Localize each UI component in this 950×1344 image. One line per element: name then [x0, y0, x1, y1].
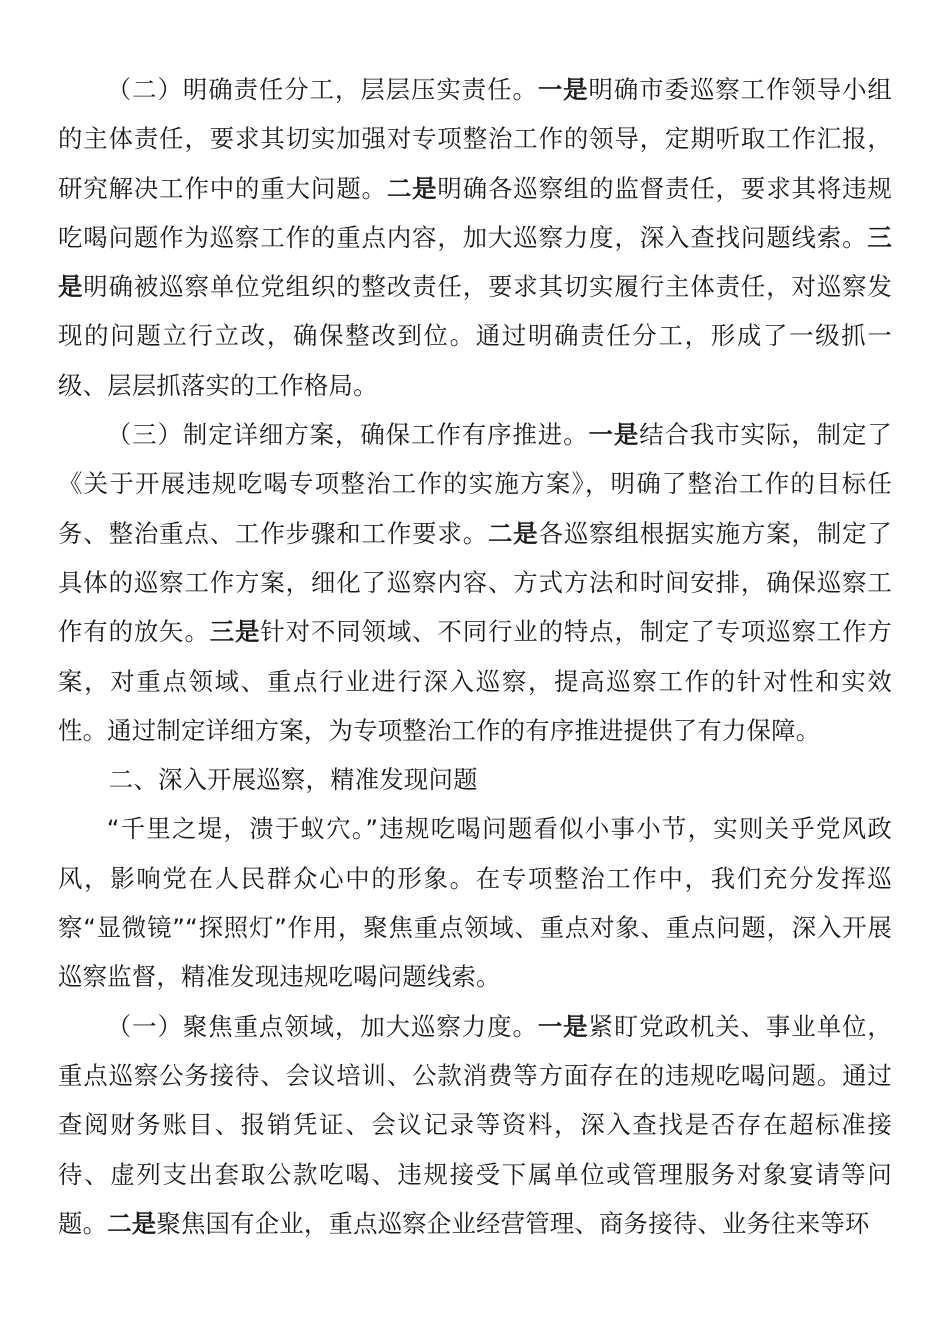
bold-marker: 一是	[537, 75, 589, 104]
text-span: 明确市委巡察工作领导小组的主体责任，要求其切实加强对专项整治工作的领导，定期听取工作汇报，研究解决工作中的重大问题。	[58, 75, 893, 203]
text-span: 紧盯党政机关、事业单位，重点巡察公务接待、会议培训、公款消费等方面存在的违规吃喝问题。通过查阅财务账目、报销凭证、会议记录等资料，深入查找是否存在超标准接待、虚列支出套取公款吃喝、违规接受下属单位或管理服务对象宴请等问题。	[58, 1011, 893, 1238]
paragraph-focus-areas	[58, 1002, 892, 1248]
bold-marker: 三是	[58, 222, 892, 302]
text-span: 各巡察组根据实施方案，制定了具体的巡察工作方案，细化了巡察内容、方式方法和时间安排，确保巡察工作有的放矢。	[58, 518, 892, 647]
text-span: 结合我市实际，制定了《关于开展违规吃喝专项整治工作的实施方案》，明确了整治工作的目标任务、整治重点、工作步骤和工作要求。	[58, 420, 892, 548]
paragraph-responsibility	[58, 65, 892, 410]
bold-marker: 二是	[386, 173, 438, 203]
bold-marker: 三是	[209, 617, 261, 647]
paragraph-plan	[58, 410, 892, 755]
bold-marker: 一是	[537, 1011, 589, 1041]
text-span: 针对不同领域、不同行业的特点，制定了专项巡察工作方案，对重点领域、重点行业进行深入巡察，提高巡察工作的针对性和实效性。通过制定详细方案，为专项整治工作的有序推进提供了有力保障。	[58, 617, 892, 745]
bold-marker: 二是	[107, 1208, 157, 1238]
text-span: （三）制定详细方案，确保工作有序推进。	[106, 420, 589, 450]
paragraph-intro: “千里之堤，溃于蚁穴。”违规吃喝问题看似小事小节，实则关乎党风政风，影响党在人民群众心中的形象。在专项整治工作中，我们充分发挥巡察“显微镜”“探照灯”作用，聚焦重点领域、重点对象、重点问题，深入开展巡察监督，精准发现违规吃喝问题线索。	[58, 814, 892, 992]
text-span: 明确被巡察单位党组织的整改责任，要求其切实履行主体责任，对巡察发现的问题立行立改，确保整改到位。通过明确责任分工，形成了一级抓一级、层层抓落实的工作格局。	[58, 272, 892, 400]
section-heading: 二、深入开展巡察，精准发现问题	[108, 765, 478, 795]
text-span: 聚焦国有企业，重点巡察企业经营管理、商务接待、业务往来等环	[156, 1208, 870, 1238]
text-span: （一）聚焦重点领域，加大巡察力度。	[106, 1011, 538, 1041]
bold-marker: 一是	[588, 420, 640, 450]
bold-marker: 二是	[488, 518, 539, 548]
text-span: （二）明确责任分工，层层压实责任。	[106, 75, 538, 104]
document-page	[58, 65, 892, 1248]
text-span: 明确各巡察组的监督责任，要求其将违规吃喝问题作为巡察工作的重点内容，加大巡察力度，深入查找问题线索。	[58, 173, 892, 252]
